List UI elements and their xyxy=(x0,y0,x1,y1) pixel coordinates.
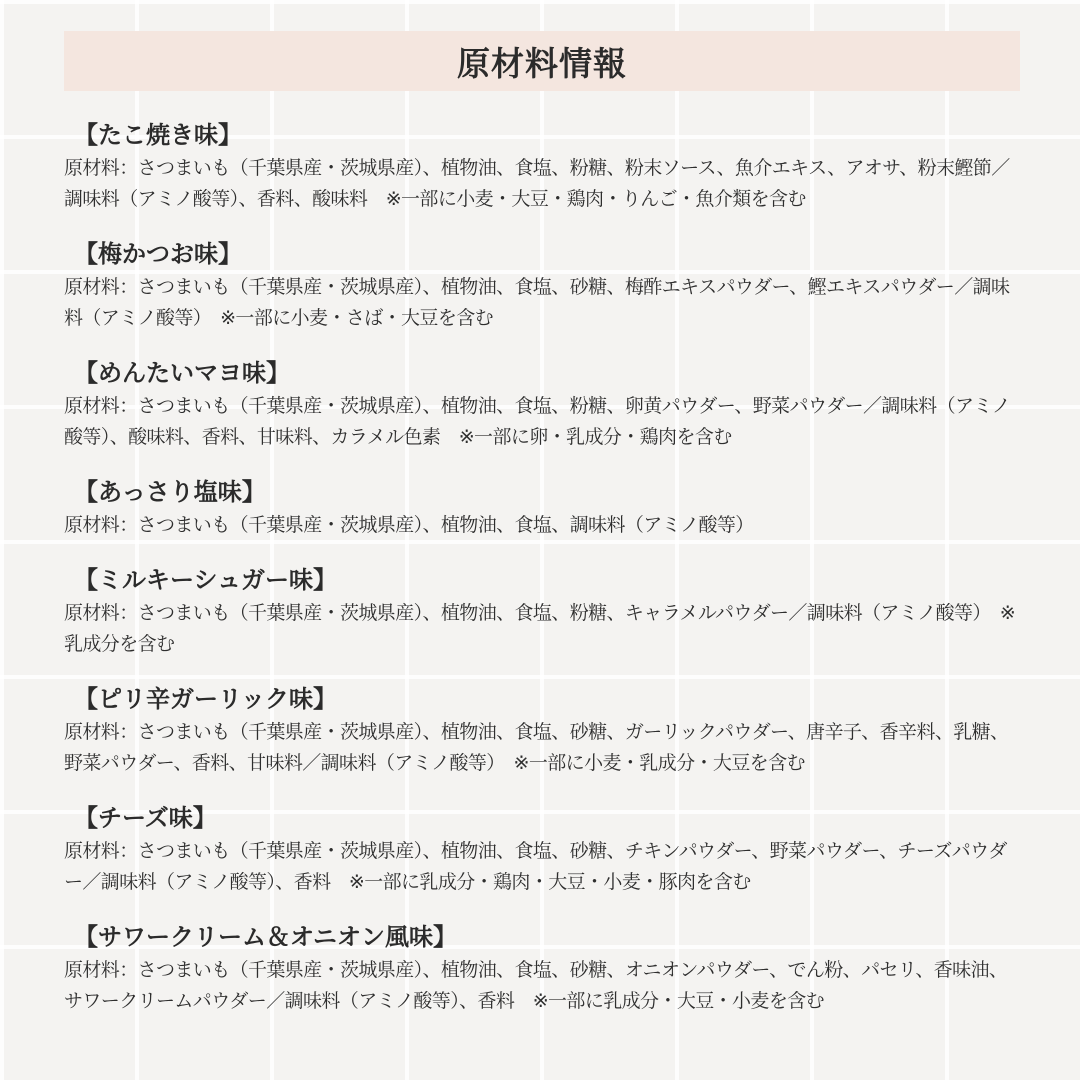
flavor-name: 【あっさり塩味】 xyxy=(74,478,266,506)
title-banner xyxy=(64,31,1020,91)
section-cheese xyxy=(64,802,1024,898)
section-sour-cream-onion xyxy=(64,921,1024,1017)
ingredient-text: 原材料：さつまいも（千葉県産・茨城県産）、植物油、食塩、粉糖、卵黄パウダー、野菜パウダー／調味料（アミノ酸等）、酸味料、香料、甘味料、カラメル色素 ※一部に卵・乳成分・鶏肉を含む xyxy=(64,395,1011,448)
section-spacer xyxy=(64,898,1024,921)
flavor-name: 【たこ焼き味】 xyxy=(74,121,242,149)
flavor-name: 【梅かつお味】 xyxy=(74,240,242,268)
section-spacer xyxy=(64,779,1024,802)
section-ume-katsuo xyxy=(64,238,1024,334)
flavor-name: 【ミルキーシュガー味】 xyxy=(74,566,338,594)
ingredient-text: 原材料：さつまいも（千葉県産・茨城県産）、植物油、食塩、粉糖、粉末ソース、魚介エキス、アオサ、粉末鰹節／調味料（アミノ酸等）、香料、酸味料 ※一部に小麦・大豆・鶏肉・りんご・魚介類を含む xyxy=(64,157,1010,210)
ingredient-text: 原材料：さつまいも（千葉県産・茨城県産）、植物油、食塩、調味料（アミノ酸等） xyxy=(64,514,754,536)
ingredient-text: 原材料：さつまいも（千葉県産・茨城県産）、植物油、食塩、砂糖、チキンパウダー、野菜パウダー、チーズパウダー／調味料（アミノ酸等）、香料 ※一部に乳成分・鶏肉・大豆・小麦・豚肉を含む xyxy=(64,840,1007,893)
section-spacer xyxy=(64,660,1024,683)
section-mentai-mayo xyxy=(64,357,1024,453)
ingredient-sections xyxy=(64,119,1024,1017)
ingredient-text: 原材料：さつまいも（千葉県産・茨城県産）、植物油、食塩、砂糖、ガーリックパウダー、唐辛子、香辛料、乳糖、野菜パウダー、香料、甘味料／調味料（アミノ酸等） ※一部に小麦・乳成分・大豆を含む xyxy=(64,721,1009,774)
page-title: 原材料情報 xyxy=(457,43,627,83)
section-assari-shio xyxy=(64,476,1024,541)
flavor-name: 【めんたいマヨ味】 xyxy=(74,359,290,387)
flavor-name: 【チーズ味】 xyxy=(74,804,217,832)
section-spacer xyxy=(64,453,1024,476)
ingredient-text: 原材料：さつまいも（千葉県産・茨城県産）、植物油、食塩、粉糖、キャラメルパウダー／調味料（アミノ酸等） ※乳成分を含む xyxy=(64,602,1016,655)
ingredient-text: 原材料：さつまいも（千葉県産・茨城県産）、植物油、食塩、砂糖、梅酢エキスパウダー、鰹エキスパウダー／調味料（アミノ酸等） ※一部に小麦・さば・大豆を含む xyxy=(64,276,1010,329)
section-spacer xyxy=(64,541,1024,564)
section-spacer xyxy=(64,215,1024,238)
ingredient-text: 原材料：さつまいも（千葉県産・茨城県産）、植物油、食塩、砂糖、オニオンパウダー、でん粉、パセリ、香味油、サワークリームパウダー／調味料（アミノ酸等）、香料 ※一部に乳成分・大豆・小麦を含む xyxy=(64,959,1008,1012)
flavor-name: 【サワークリーム＆オニオン風味】 xyxy=(74,923,458,951)
section-pirikara-garlic xyxy=(64,683,1024,779)
section-takoyaki xyxy=(64,119,1024,215)
section-milky-sugar xyxy=(64,564,1024,660)
section-spacer xyxy=(64,334,1024,357)
flavor-name: 【ピリ辛ガーリック味】 xyxy=(74,685,338,713)
